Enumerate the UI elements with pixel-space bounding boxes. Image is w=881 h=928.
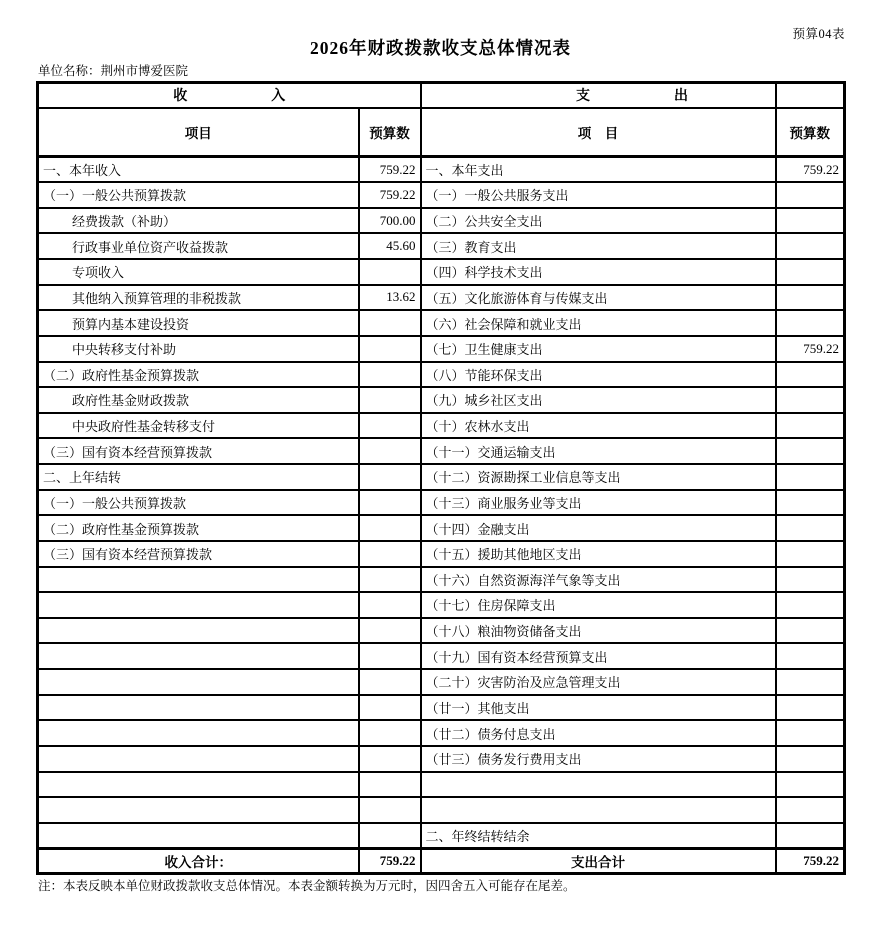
footnote: 注：本表反映本单位财政拨款收支总体情况。本表金额转换为万元时，因四舍五入可能存在尾差。 — [38, 879, 576, 893]
expense-value-cell — [776, 438, 845, 464]
income-value-cell — [359, 797, 421, 823]
income-item-cell: （一）一般公共预算拨款 — [38, 490, 359, 516]
table-row — [38, 362, 845, 388]
expense-item-cell: 一、本年支出 — [421, 157, 776, 183]
income-budget-header: 预算数 — [359, 108, 421, 157]
expense-item-cell: （十六）自然资源海洋气象等支出 — [421, 567, 776, 593]
table-row — [38, 746, 845, 772]
expense-item-cell: （六）社会保障和就业支出 — [421, 310, 776, 336]
expense-value-cell — [776, 182, 845, 208]
income-item-cell — [38, 720, 359, 746]
expense-section-header — [421, 83, 776, 108]
expense-item-cell: （三）教育支出 — [421, 233, 776, 259]
unit-name-label: 单位名称：荆州市博爱医院 — [38, 64, 189, 78]
expense-value-cell — [776, 746, 845, 772]
table-row — [38, 233, 845, 259]
expense-value-cell — [776, 490, 845, 516]
expense-item-cell: （二十）灾害防治及应急管理支出 — [421, 669, 776, 695]
expense-item-cell: （九）城乡社区支出 — [421, 387, 776, 413]
expense-value-cell — [776, 259, 845, 285]
income-item-cell — [38, 746, 359, 772]
income-value-cell — [359, 413, 421, 439]
income-value-cell: 45.60 — [359, 233, 421, 259]
income-item-cell: （二）政府性基金预算拨款 — [38, 362, 359, 388]
income-value-cell — [359, 541, 421, 567]
table-row — [38, 387, 845, 413]
income-item-header: 项目 — [38, 108, 359, 157]
income-item-cell: （一）一般公共预算拨款 — [38, 182, 359, 208]
expense-item-cell: （十九）国有资本经营预算支出 — [421, 643, 776, 669]
income-item-cell: （三）国有资本经营预算拨款 — [38, 541, 359, 567]
expense-total-value: 759.22 — [776, 848, 845, 873]
income-value-cell — [359, 336, 421, 362]
income-value-cell — [359, 772, 421, 798]
income-value-cell: 700.00 — [359, 208, 421, 234]
table-row — [38, 208, 845, 234]
expense-item-header: 项 目 — [421, 108, 776, 157]
income-item-cell — [38, 592, 359, 618]
expense-item-cell: （七）卫生健康支出 — [421, 336, 776, 362]
expense-item-cell: 二、年终结转结余 — [421, 823, 776, 849]
income-value-cell — [359, 464, 421, 490]
expense-value-cell — [776, 464, 845, 490]
table-row — [38, 464, 845, 490]
income-item-cell: 二、上年结转 — [38, 464, 359, 490]
expense-value-cell — [776, 515, 845, 541]
table-row — [38, 797, 845, 823]
expense-item-cell: （十五）援助其他地区支出 — [421, 541, 776, 567]
income-item-cell: 中央转移支付补助 — [38, 336, 359, 362]
income-item-cell — [38, 695, 359, 721]
expense-value-cell — [776, 618, 845, 644]
expense-value-cell — [776, 362, 845, 388]
expense-value-cell — [776, 285, 845, 311]
income-value-cell — [359, 592, 421, 618]
expense-value-cell — [776, 695, 845, 721]
income-item-cell: （三）国有资本经营预算拨款 — [38, 438, 359, 464]
expense-value-cell — [776, 772, 845, 798]
income-item-cell — [38, 772, 359, 798]
expense-value-cell: 759.22 — [776, 336, 845, 362]
expense-value-cell — [776, 413, 845, 439]
expense-item-cell: （八）节能环保支出 — [421, 362, 776, 388]
expense-section-header-label: 支 出 — [576, 89, 688, 105]
expense-value-cell — [776, 592, 845, 618]
expense-item-cell: （十）农林水支出 — [421, 413, 776, 439]
table-row — [38, 310, 845, 336]
expense-item-cell: （十三）商业服务业等支出 — [421, 490, 776, 516]
table-row — [38, 438, 845, 464]
expense-item-cell: （二）公共安全支出 — [421, 208, 776, 234]
income-total-value: 759.22 — [359, 848, 421, 873]
income-section-header: 收 入 — [38, 83, 421, 108]
table-row — [38, 567, 845, 593]
income-value-cell: 759.22 — [359, 182, 421, 208]
table-row — [38, 592, 845, 618]
income-item-cell: 经费拨款（补助） — [38, 208, 359, 234]
form-number-label: 预算04表 — [792, 27, 845, 41]
income-value-cell — [359, 515, 421, 541]
expense-value-cell — [776, 823, 845, 849]
expense-item-cell: （廿一）其他支出 — [421, 695, 776, 721]
income-value-cell — [359, 567, 421, 593]
table-row — [38, 669, 845, 695]
income-item-cell — [38, 823, 359, 849]
income-item-cell — [38, 618, 359, 644]
expense-item-cell: （十八）粮油物资储备支出 — [421, 618, 776, 644]
table-row — [38, 285, 845, 311]
income-item-cell: （二）政府性基金预算拨款 — [38, 515, 359, 541]
income-value-cell — [359, 618, 421, 644]
income-value-cell — [359, 823, 421, 849]
section-header-row — [38, 83, 845, 108]
table-row — [38, 618, 845, 644]
expense-value-cell — [776, 643, 845, 669]
expense-item-cell — [421, 797, 776, 823]
column-header-row — [38, 108, 845, 157]
income-item-cell — [38, 643, 359, 669]
expense-budget-header: 预算数 — [776, 108, 845, 157]
expense-value-cell — [776, 567, 845, 593]
expense-value-cell — [776, 720, 845, 746]
table-row — [38, 490, 845, 516]
table-row — [38, 182, 845, 208]
total-row — [38, 848, 845, 873]
expense-item-cell: （十一）交通运输支出 — [421, 438, 776, 464]
table-row — [38, 643, 845, 669]
expense-item-cell: （一）一般公共服务支出 — [421, 182, 776, 208]
expense-value-cell — [776, 387, 845, 413]
income-value-cell — [359, 310, 421, 336]
table-row — [38, 259, 845, 285]
income-item-cell: 行政事业单位资产收益拨款 — [38, 233, 359, 259]
expense-item-cell: （十四）金融支出 — [421, 515, 776, 541]
expense-value-cell — [776, 208, 845, 234]
income-item-cell: 专项收入 — [38, 259, 359, 285]
table-row — [38, 695, 845, 721]
expense-value-cell — [776, 797, 845, 823]
corner-empty-cell — [776, 83, 845, 108]
income-item-cell: 政府性基金财政拨款 — [38, 387, 359, 413]
income-value-cell: 13.62 — [359, 285, 421, 311]
expense-value-cell — [776, 310, 845, 336]
table-row — [38, 413, 845, 439]
expense-value-cell: 759.22 — [776, 157, 845, 183]
expense-item-cell: （廿三）债务发行费用支出 — [421, 746, 776, 772]
income-item-cell: 一、本年收入 — [38, 157, 359, 183]
income-value-cell — [359, 362, 421, 388]
expense-item-cell — [421, 772, 776, 798]
budget-table — [36, 81, 846, 875]
income-value-cell — [359, 746, 421, 772]
income-item-cell — [38, 669, 359, 695]
expense-item-cell: （十二）资源勘探工业信息等支出 — [421, 464, 776, 490]
expense-item-cell: （五）文化旅游体育与传媒支出 — [421, 285, 776, 311]
table-row — [38, 157, 845, 183]
table-row — [38, 541, 845, 567]
income-item-cell: 预算内基本建设投资 — [38, 310, 359, 336]
income-value-cell — [359, 259, 421, 285]
income-value-cell — [359, 438, 421, 464]
table-row — [38, 336, 845, 362]
table-row — [38, 772, 845, 798]
expense-item-cell: （十七）住房保障支出 — [421, 592, 776, 618]
expense-value-cell — [776, 233, 845, 259]
income-total-label: 收入合计： — [38, 848, 359, 873]
income-value-cell — [359, 720, 421, 746]
income-value-cell — [359, 669, 421, 695]
income-value-cell — [359, 695, 421, 721]
table-row — [38, 515, 845, 541]
income-value-cell — [359, 643, 421, 669]
income-item-cell — [38, 567, 359, 593]
table-row — [38, 823, 845, 849]
income-value-cell — [359, 490, 421, 516]
income-item-cell: 中央政府性基金转移支付 — [38, 413, 359, 439]
expense-value-cell — [776, 669, 845, 695]
expense-value-cell — [776, 541, 845, 567]
income-value-cell: 759.22 — [359, 157, 421, 183]
table-body — [38, 157, 845, 849]
income-item-cell — [38, 797, 359, 823]
expense-item-cell: （四）科学技术支出 — [421, 259, 776, 285]
table-row — [38, 720, 845, 746]
page-title: 2026年财政拨款收支总体情况表 — [310, 38, 571, 58]
income-item-cell: 其他纳入预算管理的非税拨款 — [38, 285, 359, 311]
income-value-cell — [359, 387, 421, 413]
expense-total-label: 支出合计 — [421, 848, 776, 873]
expense-item-cell: （廿二）债务付息支出 — [421, 720, 776, 746]
